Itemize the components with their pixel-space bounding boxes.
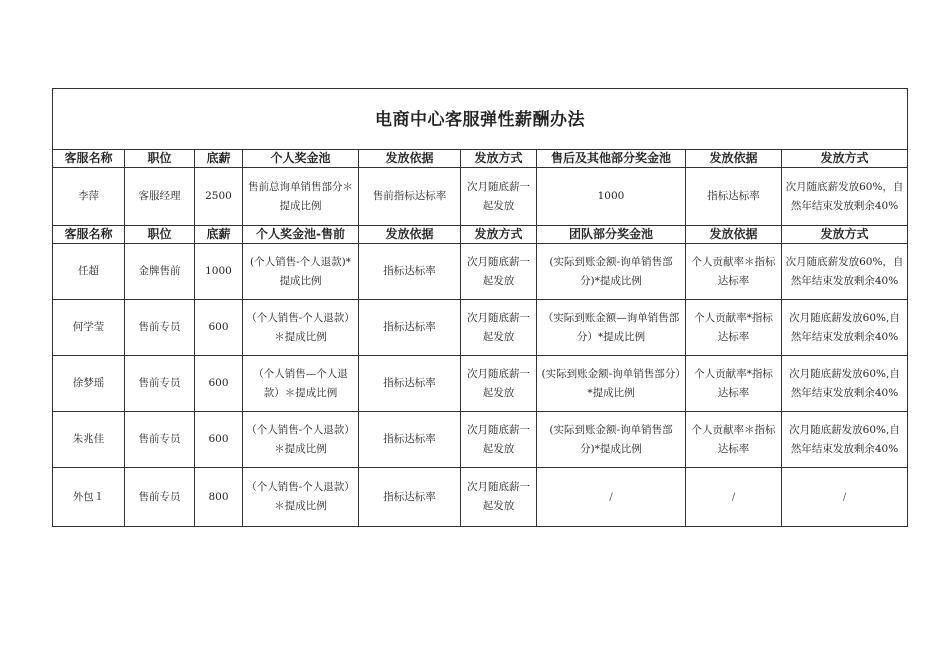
table-cell: (实际到账金额-询单销售部分)*提成比例	[537, 412, 686, 468]
table-cell: 售前专员	[125, 356, 195, 412]
table-cell: 金牌售前	[125, 244, 195, 300]
table-header	[53, 226, 908, 244]
table-cell: 李萍	[53, 168, 125, 226]
table-cell: （个人销售-个人退款）＊提成比例	[243, 412, 359, 468]
table-cell: 600	[195, 412, 243, 468]
table-header	[53, 150, 908, 168]
table-cell: 次月随底薪发放60%,自然年结束发放剩余40%	[782, 356, 908, 412]
column-header: 个人奖金池	[243, 150, 359, 168]
column-header: 发放依据	[359, 150, 461, 168]
table-row	[53, 356, 908, 412]
table-cell: 次月随底薪发放60%，自然年结束发放剩余40%	[782, 244, 908, 300]
table-cell: (实际到账金额-询单销售部分）*提成比例	[537, 356, 686, 412]
table-row	[53, 412, 908, 468]
table-cell: 指标达标率	[359, 356, 461, 412]
table-cell: （个人销售—个人退款）＊提成比例	[243, 356, 359, 412]
salary-table	[52, 88, 908, 527]
table-cell: 次月随底薪一起发放	[461, 300, 537, 356]
table-cell: (个人销售-个人退款)*提成比例	[243, 244, 359, 300]
table-row	[53, 300, 908, 356]
page-title: 电商中心客服弹性薪酬办法	[53, 89, 908, 150]
column-header: 团队部分奖金池	[537, 226, 686, 244]
column-header: 发放依据	[686, 226, 782, 244]
table-cell: 次月随底薪一起发放	[461, 356, 537, 412]
table-cell: 指标达标率	[359, 412, 461, 468]
column-header: 客服名称	[53, 150, 125, 168]
table-cell: 1000	[537, 168, 686, 226]
table-row	[53, 244, 908, 300]
column-header: 发放依据	[359, 226, 461, 244]
table-cell: 售前专员	[125, 468, 195, 527]
table-cell: （个人销售-个人退款）＊提成比例	[243, 468, 359, 527]
table-cell: 朱兆佳	[53, 412, 125, 468]
table-row	[53, 468, 908, 527]
table-cell: 指标达标率	[359, 244, 461, 300]
table-cell: 次月随底薪一起发放	[461, 468, 537, 527]
column-header: 发放方式	[461, 226, 537, 244]
table-cell: （个人销售-个人退款）＊提成比例	[243, 300, 359, 356]
column-header: 客服名称	[53, 226, 125, 244]
table-cell: 指标达标率	[359, 468, 461, 527]
table-cell: 指标达标率	[359, 300, 461, 356]
table-cell: 售前指标达标率	[359, 168, 461, 226]
table-cell: 次月随底薪一起发放	[461, 412, 537, 468]
table-cell: 徐梦瑶	[53, 356, 125, 412]
table-cell: 2500	[195, 168, 243, 226]
table-cell: （实际到账金额—询单销售部分）*提成比例	[537, 300, 686, 356]
table-cell: 指标达标率	[686, 168, 782, 226]
column-header: 底薪	[195, 226, 243, 244]
table-cell: 售前专员	[125, 412, 195, 468]
table-cell: 800	[195, 468, 243, 527]
table-cell: 次月随底薪发放60%，自然年结束发放剩余40%	[782, 168, 908, 226]
column-header: 底薪	[195, 150, 243, 168]
table-cell: 客服经理	[125, 168, 195, 226]
column-header: 职位	[125, 150, 195, 168]
table-cell: 何学莹	[53, 300, 125, 356]
table-cell: 1000	[195, 244, 243, 300]
table-row	[53, 168, 908, 226]
table-cell: 600	[195, 356, 243, 412]
table-cell: /	[782, 468, 908, 527]
column-header: 发放依据	[686, 150, 782, 168]
column-header: 售后及其他部分奖金池	[537, 150, 686, 168]
table-cell: 个人贡献率＊指标达标率	[686, 412, 782, 468]
column-header: 职位	[125, 226, 195, 244]
table-cell: 个人贡献率*指标达标率	[686, 300, 782, 356]
table-cell: 售前总询单销售部分＊提成比例	[243, 168, 359, 226]
column-header: 个人奖金池-售前	[243, 226, 359, 244]
table-cell: 外包１	[53, 468, 125, 527]
column-header: 发放方式	[461, 150, 537, 168]
table-cell: 任超	[53, 244, 125, 300]
table-cell: 次月随底薪一起发放	[461, 168, 537, 226]
column-header: 发放方式	[782, 150, 908, 168]
table-cell: 个人贡献率*指标达标率	[686, 356, 782, 412]
table-cell: /	[686, 468, 782, 527]
table-cell: 600	[195, 300, 243, 356]
table-cell: /	[537, 468, 686, 527]
table-cell: 次月随底薪一起发放	[461, 244, 537, 300]
table-cell: 次月随底薪发放60%,自然年结束发放剩余40%	[782, 412, 908, 468]
column-header: 发放方式	[782, 226, 908, 244]
table-cell: 个人贡献率＊指标达标率	[686, 244, 782, 300]
table-cell: 次月随底薪发放60%,自然年结束发放剩余40%	[782, 300, 908, 356]
table-cell: (实际到账金额-询单销售部分)*提成比例	[537, 244, 686, 300]
table-cell: 售前专员	[125, 300, 195, 356]
